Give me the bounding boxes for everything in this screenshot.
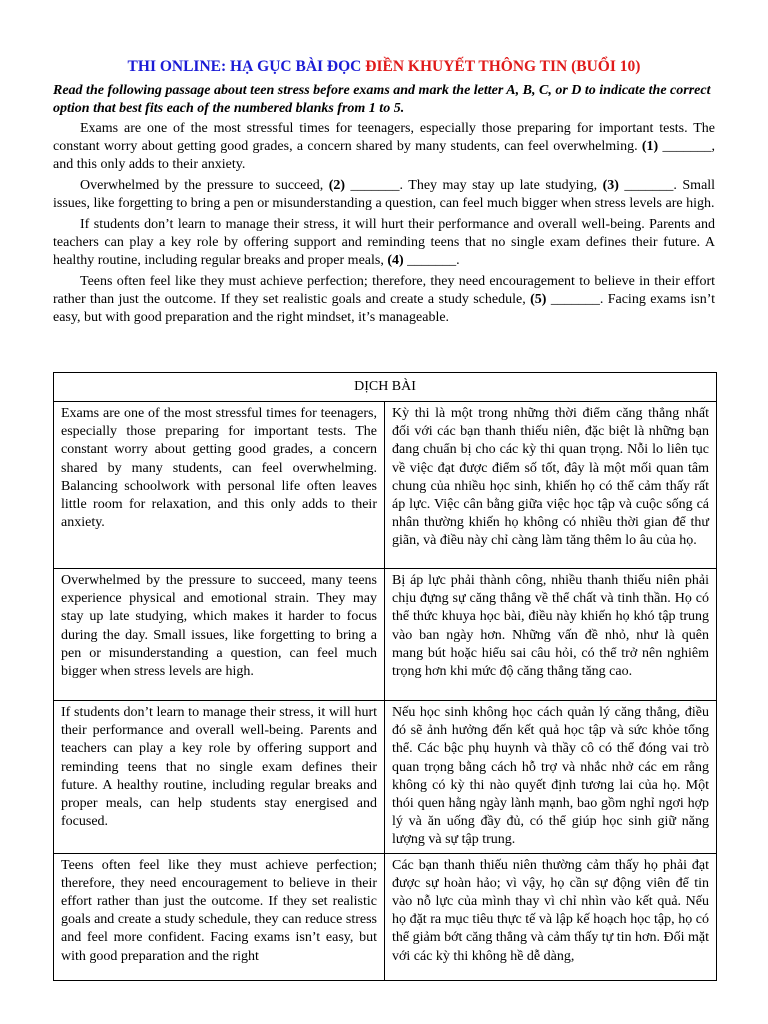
vietnamese-cell: Kỳ thi là một trong những thời điểm căng thẳng nhất đối với các bạn thanh thiếu niên, đặc biệt là những bạn đang chuẩn bị cho các kỳ thi quan trọng. Nỗi lo liên tục về việc đạt được điểm số tốt, đây là một mối quan tâm chung của nhiều học sinh, khiến họ có thể cảm thấy rất áp lực. Việc cân bằng giữa việc học tập và cuộc sống cá nhân thường khiến họ không có nhiều thời gian để thư giãn, và điều này chỉ càng làm tăng thêm lo âu của họ.	[385, 402, 717, 569]
vietnamese-cell: Bị áp lực phải thành công, nhiều thanh thiếu niên phải chịu đựng sự căng thẳng về thể chất và tinh thần. Họ có thể thức khuya học bài, điều này khiến họ khó tập trung vào ban ngày hơn. Những vấn đề nhỏ, như là quên mang bút hoặc hiểu sai câu hỏi, có thể trở nên nghiêm trọng hơn khi mức độ căng thẳng tăng cao.	[385, 569, 717, 701]
blank-3: (3)	[602, 178, 619, 193]
document-page	[53, 56, 715, 330]
instruction-text: Read the following passage about teen stress before exams and mark the letter A, B, C, or D to indicate the correct option that best fits each of the numbered blanks from 1 to 5.	[53, 83, 711, 116]
passage-paragraph-2: Overwhelmed by the pressure to succeed, (2) _______. They may stay up late studying, (3) _______. Small issues, like forgetting to bring a pen or misunderstanding a question, can feel much bigger when stress levels are high.	[53, 178, 716, 211]
vietnamese-cell: Các bạn thanh thiếu niên thường cảm thấy họ phải đạt được sự hoàn hảo; vì vậy, họ cần sự động viên để tin vào nỗ lực của mình thay vì chỉ nhìn vào kết quả. Nếu họ đặt ra mục tiêu thực tế và lập kế hoạch học tập, họ có thể giảm bớt căng thẳng và cảm thấy tự tin hơn. Đối mặt với các kỳ thi không hề dễ dàng,	[385, 853, 717, 980]
table-row	[54, 701, 717, 854]
passage-paragraph-1: Exams are one of the most stressful times for teenagers, especially those preparing for important tests. The constant worry about getting good grades, a concern shared by many students, can feel overwhelming. (1) _______, and this only adds to their anxiety.	[53, 121, 715, 172]
table-row	[54, 853, 717, 980]
vietnamese-cell: Nếu học sinh không học cách quản lý căng thẳng, điều đó sẽ ảnh hưởng đến kết quả học tập và sức khỏe tổng thể. Các bậc phụ huynh và thầy cô có thể đóng vai trò quan trọng bằng cách hỗ trợ và nhắc nhở các em rằng không có kỳ thi nào quyết định tương lai của họ. Một thói quen hằng ngày lành mạnh, bao gồm nghỉ ngơi hợp lý và ăn uống đầy đủ, có thể giúp học sinh giữ năng lượng và sự tập trung.	[385, 701, 717, 854]
blank-5: (5)	[530, 292, 547, 307]
blank-1: (1)	[641, 139, 659, 154]
blank-2: (2)	[328, 178, 346, 193]
title-part1: THI ONLINE: HẠ GỤC BÀI ĐỌC	[127, 58, 362, 75]
page-title	[53, 56, 715, 78]
table-row	[54, 569, 717, 701]
table-row	[54, 402, 717, 569]
translation-table	[53, 372, 717, 981]
english-cell: If students don’t learn to manage their stress, it will hurt their performance and overall well-being. Parents and teachers can play a key role by offering support and reminding teens that no single exam defines their future. A healthy routine, including regular breaks and proper meals, can help students stay energised and focused.	[54, 701, 385, 854]
passage-paragraph-4: Teens often feel like they must achieve perfection; therefore, they need encouragement to believe in their effort rather than just the outcome. If they set realistic goals and create a study schedule, (5) _______. Facing exams isn’t easy, but with good preparation and the right mindset, it’s manageable.	[53, 274, 715, 325]
english-cell: Exams are one of the most stressful times for teenagers, especially those preparing for important tests. The constant worry about getting good grades, a concern shared by many students, can feel overwhelming. Balancing schoolwork with personal life often leaves little room for relaxation, and this only adds to their anxiety.	[54, 402, 385, 569]
passage-paragraph-3: If students don’t learn to manage their stress, it will hurt their performance and overall well-being. Parents and teachers can play a key role by offering support and reminding teens that no single exam defines their future. A healthy routine, including regular breaks and proper meals, (4) _______.	[53, 217, 715, 268]
blank-4: (4)	[387, 253, 404, 268]
title-part2: ĐIỀN KHUYẾT THÔNG TIN (BUỔI 10)	[365, 58, 641, 75]
translation-header: DỊCH BÀI	[54, 373, 717, 402]
english-cell: Teens often feel like they must achieve perfection; therefore, they need encouragement to believe in their effort rather than just the outcome. If they set realistic goals and create a study schedule, they can reduce stress and feel more confident. Facing exams isn’t easy, but with good preparation and the right	[54, 853, 385, 980]
english-cell: Overwhelmed by the pressure to succeed, many teens experience physical and emotional strain. They may stay up late studying, which makes it harder to focus during the day. Small issues, like forgetting to bring a pen or misunderstanding a question, can feel much bigger when stress levels are high.	[54, 569, 385, 701]
